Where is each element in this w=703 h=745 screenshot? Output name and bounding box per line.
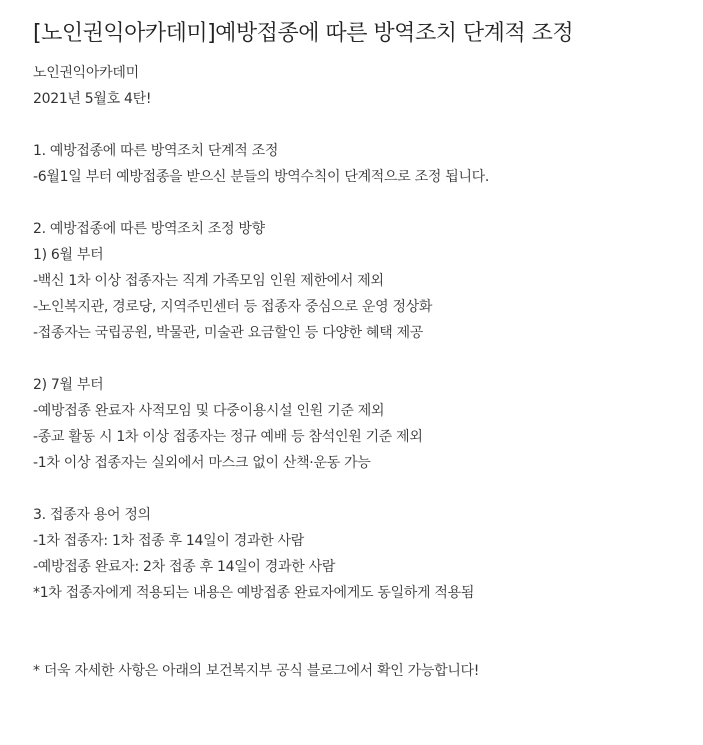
june-heading: 1) 6월 부터 (33, 247, 104, 263)
june-line: -접종자는 국립공원, 박물관, 미술관 요금할인 등 다양한 혜택 제공 (33, 325, 424, 341)
footer-note: * 더욱 자세한 사항은 아래의 보건복지부 공식 블로그에서 확인 가능합니다! (33, 663, 480, 679)
section-2-heading: 2. 예방접종에 따른 방역조치 조정 방향 (33, 221, 265, 237)
section-3-line: -1차 접종자: 1차 접종 후 14일이 경과한 사람 (33, 533, 305, 549)
june-line: -백신 1차 이상 접종자는 직계 가족모임 인원 제한에서 제외 (33, 273, 384, 289)
spacer (33, 346, 693, 372)
spacer (33, 112, 693, 138)
july-heading: 2) 7월 부터 (33, 377, 104, 393)
spacer (33, 476, 693, 502)
section-3-line: -예방접종 완료자: 2차 접종 후 14일이 경과한 사람 (33, 559, 336, 575)
july-line: -1차 이상 접종자는 실외에서 마스크 없이 산책·운동 가능 (33, 455, 371, 471)
june-line: -노인복지관, 경로당, 지역주민센터 등 접종자 중심으로 운영 정상화 (33, 299, 433, 315)
organization-name: 노인권익아카데미 (33, 65, 139, 81)
july-line: -예방접종 완료자 사적모임 및 다중이용시설 인원 기준 제외 (33, 403, 385, 419)
issue-label: 2021년 5월호 4탄! (33, 91, 152, 107)
spacer (33, 606, 693, 658)
july-line: -종교 활동 시 1차 이상 접종자는 정규 예배 등 참석인원 기준 제외 (33, 429, 423, 445)
section-1-heading: 1. 예방접종에 따른 방역조치 단계적 조정 (33, 143, 279, 159)
article-body (33, 60, 693, 684)
spacer (33, 190, 693, 216)
article-title: [노인권익아카데미]예방접종에 따른 방역조치 단계적 조정 (33, 21, 574, 46)
section-3-heading: 3. 접종자 용어 정의 (33, 507, 151, 523)
section-1-line: -6월1일 부터 예방접종을 받으신 분들의 방역수칙이 단계적으로 조정 됩니다. (33, 169, 490, 185)
section-3-note: *1차 접종자에게 적용되는 내용은 예방접종 완료자에게도 동일하게 적용됨 (33, 585, 475, 601)
